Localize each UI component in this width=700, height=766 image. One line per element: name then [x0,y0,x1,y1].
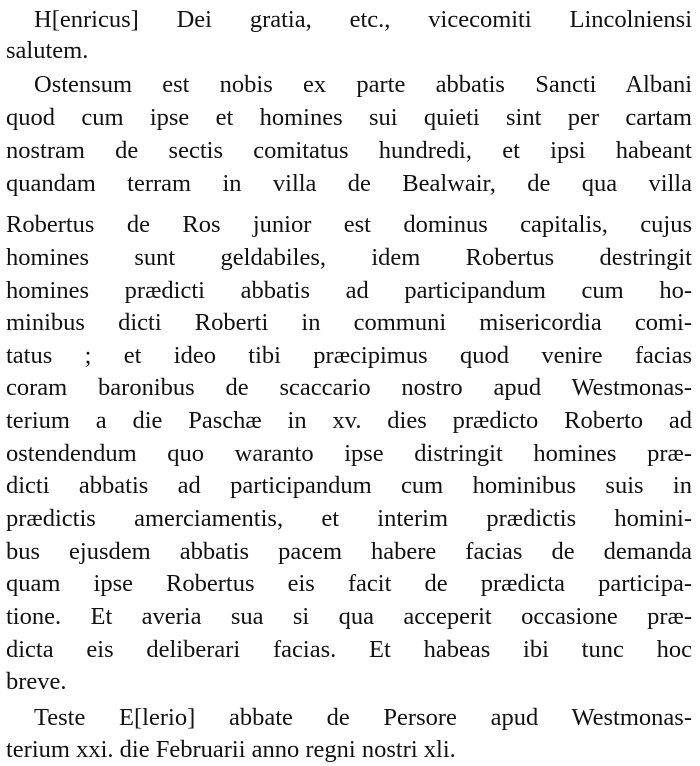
text-line: quod cum ipse et homines sui quieti sint per cartam [6,104,692,131]
text-line: terium xxi. die Februarii anno regni nostri xli. [6,736,456,763]
text-line: dicta eis deliberari facias. Et habeas ibi tunc hoc [6,636,692,663]
text-line: nostram de sectis comitatus hundredi, et ipsi habeant [6,137,692,164]
text-line: Teste E[lerio] abbate de Persore apud Westmonas- [34,704,692,731]
text-line: H[enricus] Dei gratia, etc., vicecomiti Lincolniensi [34,6,692,33]
text-line: Robertus de Ros junior est dominus capitalis, cujus [6,211,692,238]
text-line: ostendendum quo waranto ipse distringit homines præ- [6,440,692,467]
text-line: Ostensum est nobis ex parte abbatis Sancti Albani [34,71,692,98]
text-line: homines sunt geldabiles, idem Robertus destringit [6,244,692,271]
text-line: homines prædicti abbatis ad participandum cum ho- [6,277,692,304]
text-line: salutem. [6,37,89,64]
text-line: coram baronibus de scaccario nostro apud Westmonas- [6,374,692,401]
text-line: tatus ; et ideo tibi præcipimus quod venire facias [6,342,692,369]
text-line: prædictis amerciamentis, et interim prædictis homini- [6,505,692,532]
text-line: breve. [6,668,67,695]
text-line: quam ipse Robertus eis facit de prædicta participa- [6,570,692,597]
text-line: tione. Et averia sua si qua acceperit occasione præ- [6,603,692,630]
text-line: minibus dicti Roberti in communi misericordia comi- [6,309,692,336]
text-line: bus ejusdem abbatis pacem habere facias de demanda [6,538,692,565]
text-line: terium a die Paschæ in xv. dies prædicto Roberto ad [6,407,692,434]
text-line: quandam terram in villa de Bealwair, de qua villa [6,170,692,197]
text-line: dicti abbatis ad participandum cum hominibus suis in [6,472,692,499]
